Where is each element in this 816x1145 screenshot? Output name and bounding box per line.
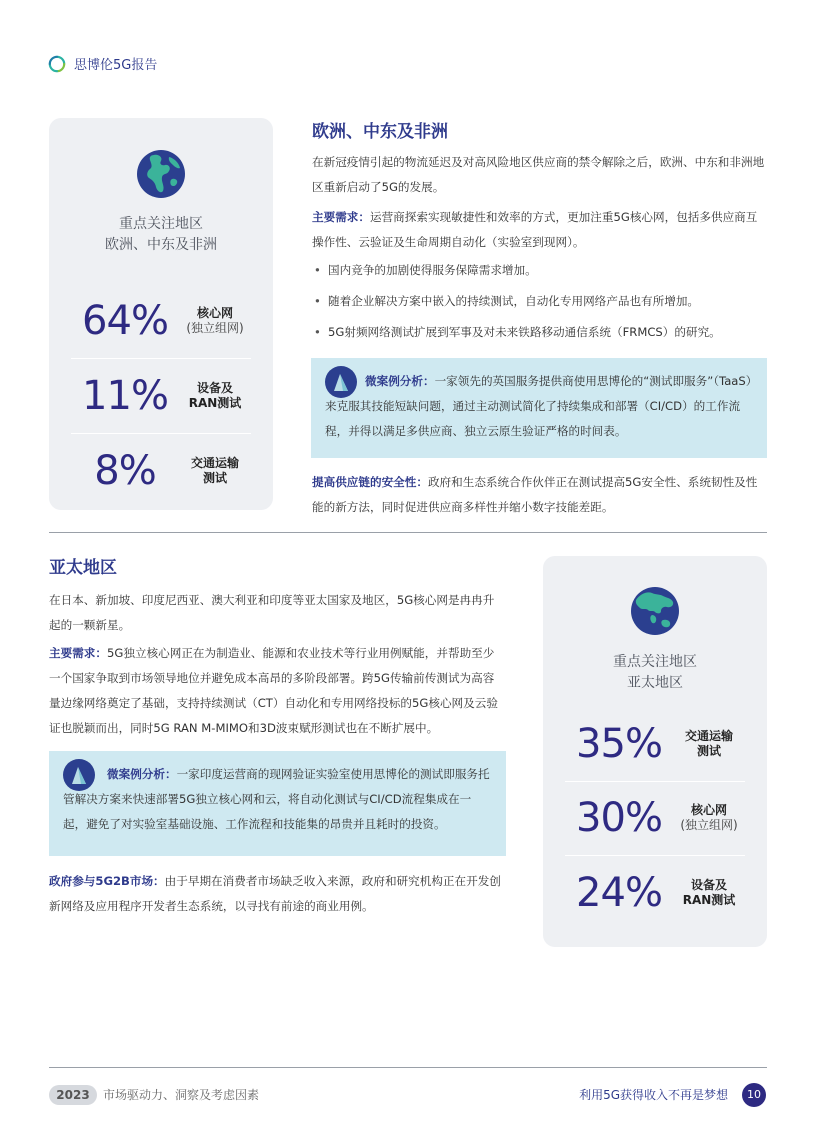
emea-heading: 欧洲、中东及非洲: [312, 122, 448, 142]
stat-label-main: 设备及: [690, 878, 727, 892]
emea-bullet-list: [312, 262, 772, 355]
stat-label: [179, 306, 251, 336]
case-body: 一家领先的英国服务提供商使用思博伦的“测试即服务”（TaaS）来克服其技能短缺问题，通过主动测试简化了持续集成和部署（CI/CD）的工作流程，并得以满足多供应商、独立云原生验证严格的时间表。: [325, 374, 752, 438]
card-title-line1: 重点关注地区: [119, 216, 203, 232]
report-brand: [48, 54, 157, 73]
stat-value: 8%: [94, 448, 156, 494]
emea-security-text: 政府和生态系统合作伙伴正在测试提高5G安全性、系统韧性及性能的新方法，同时促进供应商多样性并缩小数字技能差距。: [312, 475, 758, 514]
emea-stat-core: [71, 288, 251, 354]
apac-stat-ran: [565, 860, 745, 926]
stat-value: 24%: [576, 870, 662, 916]
emea-security: [312, 470, 768, 520]
emea-focus-card: [49, 118, 273, 510]
card-title-line2: 欧洲、中东及非洲: [105, 237, 217, 253]
emea-demand-lead: 主要需求：: [312, 210, 370, 224]
case-lead: 微案例分析：: [107, 767, 177, 781]
apac-intro: 在日本、新加坡、印度尼西亚、澳大利亚和印度等亚太国家及地区，5G核心网是冉冉升起的一颗新星。: [49, 593, 495, 632]
emea-demand-text: 运营商探索实现敏捷性和效率的方式，更加注重5G核心网，包括多供应商互操作性、云验证及生命周期自动化（实验室到现网）。: [312, 210, 758, 249]
globe-europe-icon: [136, 149, 186, 199]
brand-logo-icon: [48, 55, 66, 73]
stat-label: [179, 381, 251, 411]
stat-label-sub: RAN测试: [682, 893, 736, 907]
apac-stat-transport: [565, 711, 745, 777]
stat-label-sub: RAN测试: [188, 396, 242, 410]
apac-card-title: [543, 652, 767, 694]
apac-government: [49, 869, 505, 919]
apac-case-text: [63, 762, 493, 837]
brand-title: 思博伦5G报告: [74, 58, 158, 73]
stat-label-main: 交通运输: [684, 729, 733, 743]
apac-demand-text: 5G独立核心网正在为制造业、能源和农业技术等行业用例赋能，并帮助至少一个国家争取到市场领导地位并避免成本高昂的多阶段部署。跨5G传输前传测试为高容量边缘网络奠定了基础，支持持续测试（CT）自动化和专用网络投标的5G核心网及云验证也脱颖而出，同时5G RAN M-MIMO和3D波束赋形测试也在不断扩展中。: [49, 646, 498, 735]
stat-value: 11%: [82, 373, 168, 419]
list-item: • 国内竞争的加剧使得服务保障需求增加。: [312, 262, 772, 278]
card-title-line1: 重点关注地区: [613, 654, 697, 670]
apac-focus-card: [543, 556, 767, 947]
apac-heading: 亚太地区: [49, 558, 117, 578]
stat-label-main: 交通运输: [190, 456, 239, 470]
footer-divider: [49, 1067, 767, 1068]
emea-case-study: [311, 358, 767, 458]
stat-label: [673, 729, 745, 759]
stat-value: 35%: [576, 721, 662, 767]
emea-intro: 在新冠疫情引起的物流延迟及对高风险地区供应商的禁令解除之后，欧洲、中东和非洲地区重新启动了5G的发展。: [312, 155, 765, 194]
list-item: • 随着企业解决方案中嵌入的持续测试，自动化专用网络产品也有所增加。: [312, 293, 772, 309]
apac-gov-text: 由于早期在消费者市场缺乏收入来源，政府和研究机构正在开发创新网络及应用程序开发者生态系统，以寻找有前途的商业用例。: [49, 874, 501, 913]
stat-label: [673, 878, 745, 908]
stat-label-sub: 测试: [202, 471, 227, 485]
case-lead: 微案例分析：: [365, 374, 435, 388]
stat-label: [673, 803, 745, 833]
apac-demand: [49, 641, 505, 741]
apac-demand-lead: 主要需求：: [49, 646, 107, 660]
stat-label-sub: 测试: [696, 744, 721, 758]
apac-case-study: [49, 751, 506, 856]
stat-label-main: 核心网: [690, 803, 727, 817]
footer-year-badge: 2023: [49, 1085, 97, 1105]
emea-security-lead: 提高供应链的安全性：: [312, 475, 428, 489]
apac-gov-lead: 政府参与5G2B市场：: [49, 874, 165, 888]
emea-stat-ran: [71, 363, 251, 429]
stat-label-sub: (独立组网): [186, 321, 244, 335]
apac-stat-core: [565, 785, 745, 851]
section-divider: [49, 532, 767, 533]
emea-card-title: [49, 214, 273, 256]
footer-section-title: 市场驱动力、洞察及考虑因素: [103, 1088, 260, 1102]
globe-asia-icon: [630, 586, 680, 636]
stat-value: 30%: [576, 795, 662, 841]
stat-label-sub: (独立组网): [680, 818, 738, 832]
list-item: • 5G射频网络测试扩展到军事及对未来铁路移动通信系统（FRMCS）的研究。: [312, 324, 772, 340]
emea-demand: [312, 205, 768, 255]
stat-value: 64%: [82, 298, 168, 344]
card-title-line2: 亚太地区: [627, 675, 683, 691]
footer-report-title: 利用5G获得收入不再是梦想: [579, 1088, 728, 1102]
emea-stat-transport: [71, 438, 251, 504]
case-body: 一家印度运营商的现网验证实验室使用思博伦的测试即服务托管解决方案来快速部署5G独立核心网和云，将自动化测试与CI/CD流程集成在一起，避免了对实验室基础设施、工作流程和技能集的昂贵并且耗时的投资。: [63, 767, 490, 831]
emea-case-text: [325, 369, 753, 444]
stat-label: [179, 456, 251, 486]
stat-label-main: 核心网: [196, 306, 233, 320]
page-number: 10: [742, 1083, 766, 1107]
stat-label-main: 设备及: [196, 381, 233, 395]
